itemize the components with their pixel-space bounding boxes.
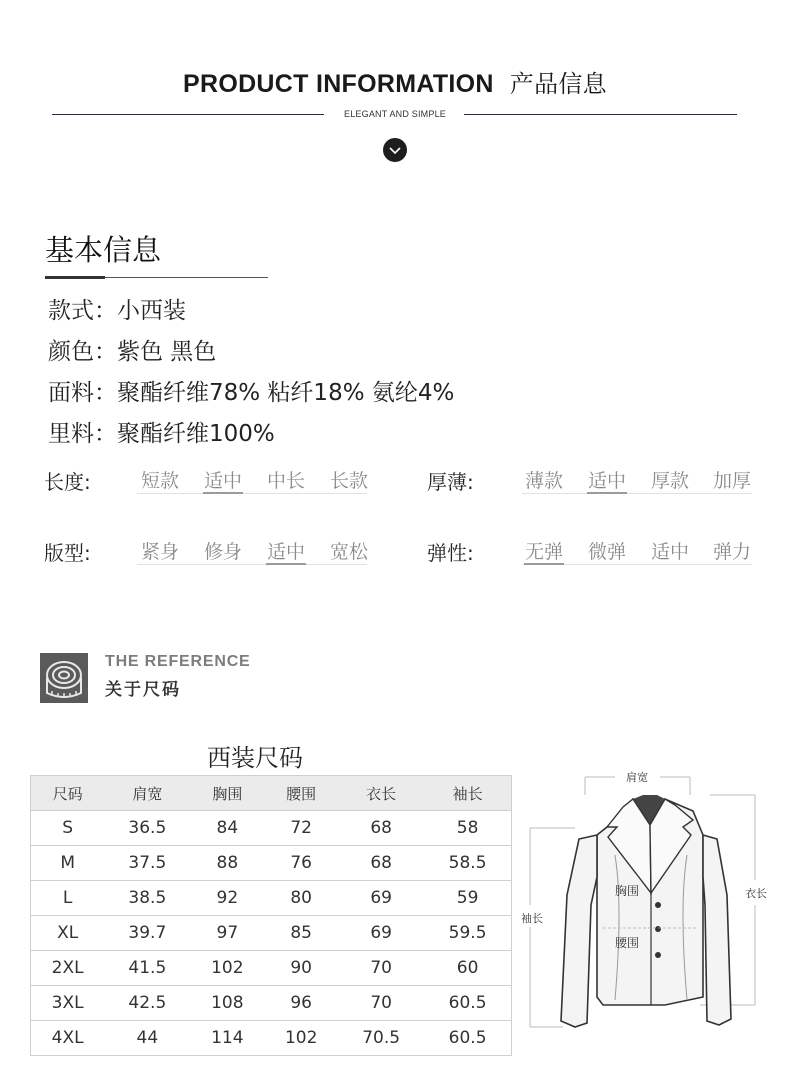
length-scale: [137, 493, 367, 494]
table-cell: 70: [338, 951, 424, 986]
table-cell: 97: [190, 916, 264, 951]
table-row: [31, 951, 512, 986]
table-row: [31, 986, 512, 1021]
length-option: 短款: [140, 470, 179, 492]
elasticity-option: 弹力: [712, 541, 751, 563]
col-header: 衣长: [338, 776, 424, 811]
title-underline-bold: [45, 276, 105, 279]
title-underline: [105, 277, 268, 278]
table-row: [31, 846, 512, 881]
fit-option: 修身: [203, 541, 242, 563]
thickness-option: 薄款: [524, 470, 563, 492]
table-cell: 72: [264, 811, 338, 846]
table-cell: L: [31, 881, 105, 916]
thickness-selected-marker: [587, 492, 627, 494]
chest-label: 胸围: [615, 884, 640, 898]
shoulder-label: 肩宽: [626, 771, 648, 784]
table-cell: 70.5: [338, 1021, 424, 1056]
size-table-title: 西装尺码: [207, 744, 303, 772]
length-option: 适中: [203, 470, 242, 492]
fit-selected-marker: [266, 563, 306, 565]
section-title: [0, 64, 790, 99]
table-cell: 4XL: [31, 1021, 105, 1056]
table-cell: 58: [424, 811, 511, 846]
table-cell: 37.5: [104, 846, 190, 881]
elasticity-option: 微弹: [587, 541, 626, 563]
basic-info-title: 基本信息: [45, 233, 162, 267]
table-row: [31, 916, 512, 951]
table-cell: 102: [190, 951, 264, 986]
section-subtitle: ELEGANT AND SIMPLE: [344, 109, 446, 119]
table-cell: 76: [264, 846, 338, 881]
thickness-scale: [522, 493, 752, 494]
col-header: 腰围: [264, 776, 338, 811]
elasticity-selected-marker: [524, 563, 564, 565]
table-cell: 44: [104, 1021, 190, 1056]
table-cell: 59: [424, 881, 511, 916]
table-cell: 70: [338, 986, 424, 1021]
table-cell: 85: [264, 916, 338, 951]
length-label: 长度:: [44, 470, 91, 494]
info-style: 款式：小西装: [48, 298, 186, 324]
info-fabric: 面料：聚酯纤维78% 粘纤18% 氨纶4%: [48, 380, 455, 406]
table-cell: M: [31, 846, 105, 881]
table-cell: 39.7: [104, 916, 190, 951]
tape-measure-icon: [40, 653, 88, 703]
jacket-measurement-diagram: [515, 765, 785, 1040]
table-cell: 60.5: [424, 1021, 511, 1056]
table-header-row: [31, 776, 512, 811]
info-color: 颜色：紫色 黑色: [48, 339, 217, 365]
chevron-down-icon: [383, 138, 407, 162]
section-title-en: PRODUCT INFORMATION: [183, 70, 494, 98]
fit-label: 版型:: [44, 541, 91, 565]
table-cell: 90: [264, 951, 338, 986]
table-cell: 3XL: [31, 986, 105, 1021]
size-table: [30, 775, 512, 1056]
length-label: 衣长: [745, 887, 767, 900]
table-cell: 36.5: [104, 811, 190, 846]
table-cell: 60: [424, 951, 511, 986]
table-cell: 41.5: [104, 951, 190, 986]
length-option: 长款: [329, 470, 368, 492]
thickness-option: 适中: [587, 470, 626, 492]
table-cell: 84: [190, 811, 264, 846]
table-cell: S: [31, 811, 105, 846]
table-cell: 58.5: [424, 846, 511, 881]
table-cell: 92: [190, 881, 264, 916]
table-cell: 68: [338, 846, 424, 881]
table-row: [31, 1021, 512, 1056]
elasticity-label: 弹性:: [427, 541, 474, 565]
fit-option: 紧身: [140, 541, 179, 563]
table-cell: 59.5: [424, 916, 511, 951]
table-cell: 114: [190, 1021, 264, 1056]
table-cell: 108: [190, 986, 264, 1021]
thickness-option: 加厚: [712, 470, 751, 492]
fit-option: 宽松: [329, 541, 368, 563]
fit-option: 适中: [266, 541, 305, 563]
waist-label: 腰围: [615, 936, 640, 950]
length-option: 中长: [266, 470, 305, 492]
sleeve-label: 袖长: [521, 912, 543, 925]
table-cell: 38.5: [104, 881, 190, 916]
elasticity-option: 适中: [650, 541, 689, 563]
table-cell: 88: [190, 846, 264, 881]
thickness-option: 厚款: [650, 470, 689, 492]
table-row: [31, 811, 512, 846]
table-cell: 69: [338, 881, 424, 916]
col-header: 尺码: [31, 776, 105, 811]
length-selected-marker: [203, 492, 243, 494]
table-cell: XL: [31, 916, 105, 951]
col-header: 袖长: [424, 776, 511, 811]
section-title-cn: 产品信息: [509, 70, 607, 98]
col-header: 肩宽: [104, 776, 190, 811]
table-cell: 2XL: [31, 951, 105, 986]
info-lining: 里料：聚酯纤维100%: [48, 421, 275, 447]
table-cell: 42.5: [104, 986, 190, 1021]
fit-scale: [137, 564, 367, 565]
reference-title-cn: 关于尺码: [105, 680, 181, 700]
reference-title-en: THE REFERENCE: [105, 653, 251, 670]
table-cell: 60.5: [424, 986, 511, 1021]
thickness-label: 厚薄:: [427, 470, 474, 494]
table-cell: 68: [338, 811, 424, 846]
table-cell: 69: [338, 916, 424, 951]
elasticity-option: 无弹: [524, 541, 563, 563]
table-cell: 102: [264, 1021, 338, 1056]
table-cell: 80: [264, 881, 338, 916]
table-row: [31, 881, 512, 916]
table-cell: 96: [264, 986, 338, 1021]
col-header: 胸围: [190, 776, 264, 811]
